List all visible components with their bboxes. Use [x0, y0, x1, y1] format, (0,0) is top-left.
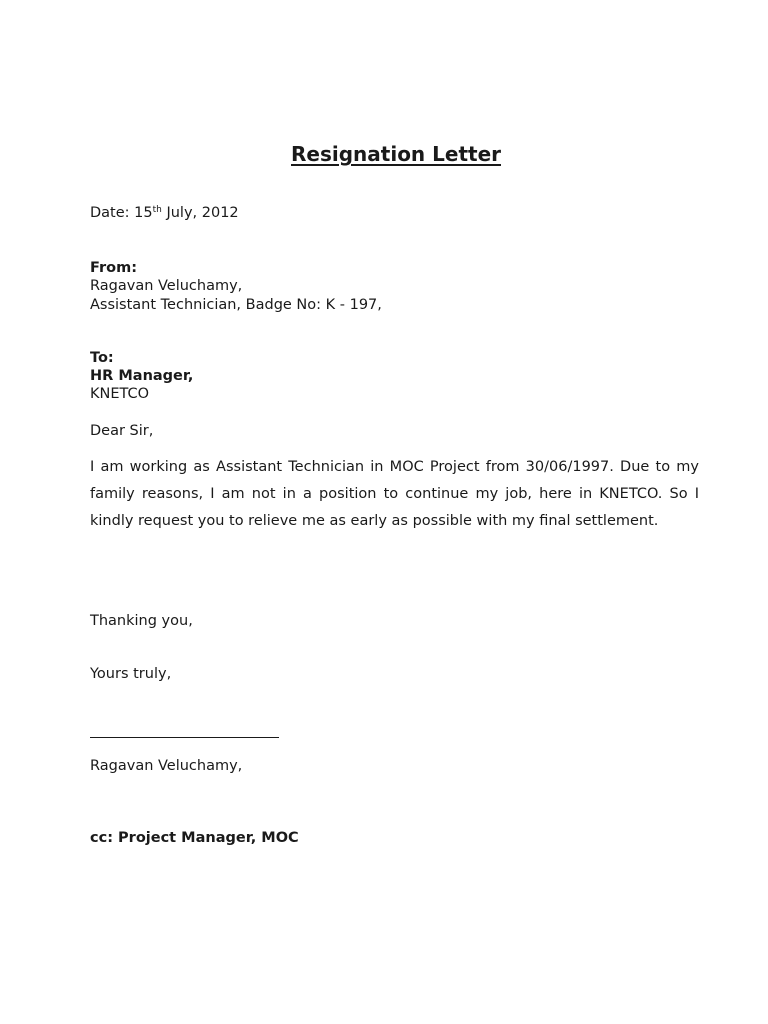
recipient-title: HR Manager, [90, 368, 194, 384]
cc-line: cc: Project Manager, MOC [90, 830, 299, 846]
sender-name: Ragavan Veluchamy, [90, 278, 243, 294]
recipient-company: KNETCO [90, 386, 150, 402]
date-label: Date: 15 [90, 205, 153, 221]
signature-line [90, 737, 279, 738]
date-rest: July, 2012 [161, 205, 239, 221]
date-ordinal-suffix: th [152, 205, 162, 215]
sender-position: Assistant Technician, Badge No: K - 197, [90, 297, 382, 313]
closing-thanks: Thanking you, [90, 613, 193, 629]
to-label: To: [90, 350, 114, 366]
letter-body: I am working as Assistant Technician in MOC Project from 30/06/1997. Due to my family reasons, I am not in a position to continue my job, here in KNETCO. So I kindly request you to relieve me as early as possible with my final settlement. [90, 459, 699, 530]
signature-name: Ragavan Veluchamy, [90, 758, 243, 774]
closing-yours: Yours truly, [90, 666, 172, 682]
from-label: From: [90, 260, 137, 276]
date-line [90, 204, 239, 222]
salutation: Dear Sir, [90, 423, 154, 439]
letter-title: Resignation Letter [291, 142, 501, 166]
